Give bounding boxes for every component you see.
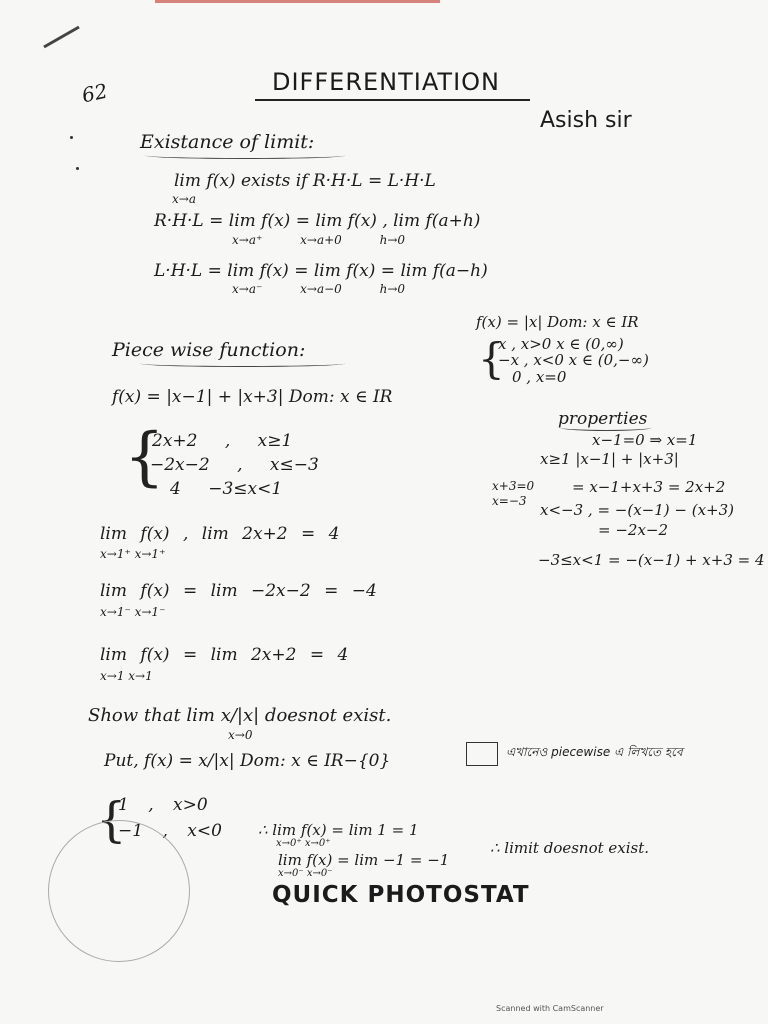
abs-case-1: x , x>0 x ∈ (0,∞) (498, 335, 624, 353)
piecewise-def: f(x) = |x−1| + |x+3| Dom: x ∈ IR (112, 387, 393, 407)
abs-cases-brace: { (478, 334, 505, 383)
sign-case-1: 1 , x>0 (118, 795, 208, 815)
heading-underline (140, 360, 345, 367)
faint-circle-mark (48, 820, 190, 962)
abs-function-def: f(x) = |x| Dom: x ∈ IR (476, 313, 639, 331)
margin-dot (70, 136, 73, 139)
left-limit-sub: x→1⁻ x→1⁻ (100, 605, 166, 619)
heading-underline (145, 152, 345, 159)
right-limit: lim f(x) , lim 2x+2 = 4 (100, 524, 340, 544)
left-limit: lim f(x) = lim −2x−2 = −4 (100, 581, 377, 601)
piecewise-case-3: 4 −3≤x<1 (170, 479, 283, 499)
property-2: x≥1 |x−1| + |x+3| (540, 450, 679, 468)
section-piecewise-heading: Piece wise function: (112, 339, 306, 361)
property-1: x−1=0 ⇒ x=1 (592, 431, 698, 449)
heading-underline (560, 424, 652, 431)
author-name: Asish sir (540, 108, 632, 133)
page-number: 62 (79, 78, 110, 108)
property-3-left-2: x=−3 (492, 494, 527, 508)
page-title: DIFFERENTIATION (272, 68, 500, 96)
lhl-definition-sub: x→a⁻ x→a−0 h→0 (232, 282, 406, 296)
property-6: −3≤x<1 = −(x−1) + x+3 = 4 (538, 551, 765, 569)
section-existence-heading: Existance of limit: (140, 131, 315, 153)
property-3: = x−1+x+3 = 2x+2 (572, 478, 726, 496)
pen-mark-icon (42, 24, 82, 50)
conclusion: ∴ limit doesnot exist. (490, 839, 650, 857)
limit-condition: lim f(x) exists if R·H·L = L·H·L (174, 171, 436, 191)
margin-dot (76, 167, 79, 170)
two-sided-limit: lim f(x) = lim 2x+2 = 4 (100, 645, 349, 665)
section-show-heading-sub: x→0 (228, 728, 253, 742)
right-limit-zero-sub: x→0⁺ x→0⁺ (276, 838, 331, 849)
abs-case-2: −x , x<0 x ∈ (0,−∞) (498, 351, 649, 369)
property-5: = −2x−2 (598, 521, 669, 539)
rhl-definition: R·H·L = lim f(x) = lim f(x) , lim f(a+h) (154, 211, 481, 231)
piecewise-brace: { (124, 420, 165, 494)
abs-case-3: 0 , x=0 (512, 368, 567, 386)
right-limit-zero: ∴ lim f(x) = lim 1 = 1 (258, 821, 419, 839)
sign-case-2: −1 , x<0 (118, 821, 222, 841)
scanner-footer: Scanned with CamScanner (496, 1004, 604, 1013)
left-limit-zero-sub: x→0⁻ x→0⁻ (278, 868, 333, 879)
note-box (466, 742, 498, 766)
property-4: x<−3 , = −(x−1) − (x+3) (540, 501, 735, 519)
property-3-left: x+3=0 (492, 479, 535, 493)
put-function: Put, f(x) = x/|x| Dom: x ∈ IR−{0} (104, 751, 391, 771)
top-red-mark (155, 0, 440, 3)
sign-cases-brace: { (96, 792, 127, 848)
limit-condition-sub: x→a (172, 192, 196, 206)
section-show-heading: Show that lim x/|x| doesnot exist. (88, 705, 392, 726)
right-limit-sub: x→1⁺ x→1⁺ (100, 547, 166, 561)
rhl-definition-sub: x→a⁺ x→a+0 h→0 (232, 233, 406, 247)
piecewise-case-1: 2x+2 , x≥1 (152, 431, 293, 451)
shop-stamp: QUICK PHOTOSTAT (272, 882, 530, 908)
lhl-definition: L·H·L = lim f(x) = lim f(x) = lim f(a−h) (154, 261, 488, 281)
two-sided-limit-sub: x→1 x→1 (100, 669, 153, 683)
title-underline (255, 99, 530, 101)
bengali-note: এখানেও piecewise এ লিখতে হবে (506, 745, 683, 759)
left-limit-zero: lim f(x) = lim −1 = −1 (278, 851, 450, 869)
properties-heading: properties (558, 409, 648, 429)
piecewise-case-2: −2x−2 , x≤−3 (150, 455, 319, 475)
